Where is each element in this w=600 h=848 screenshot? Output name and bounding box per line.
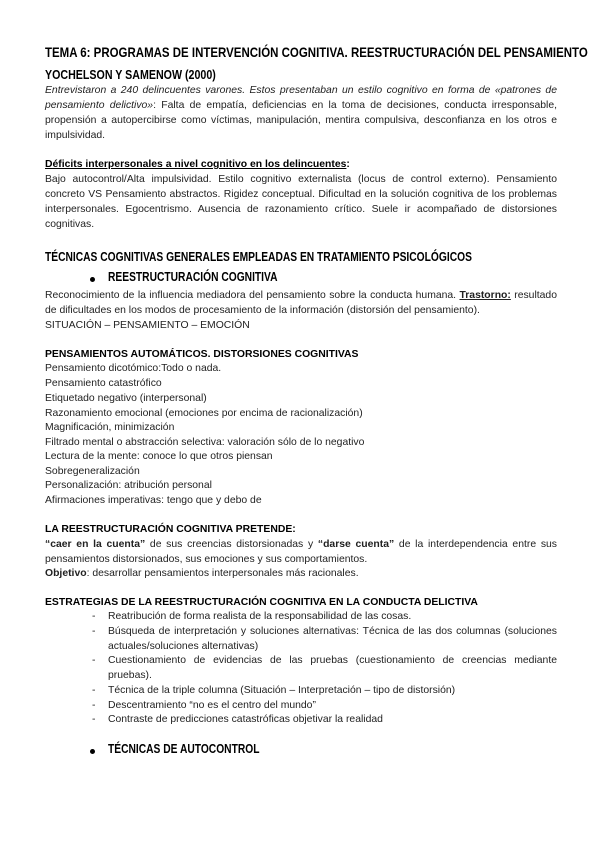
- intro-rest: : Falta de empatía, deficiencias en la toma de decisiones, conducta irresponsable, propensión a autopercibirse como víctimas, manipulación, mentira compulsiva, desconfianza en los otros e impulsividad.: [45, 100, 558, 141]
- deficits-paragraph: Bajo autocontrol/Alta impulsividad. Estilo cognitivo externalista (locus de control externo). Pensamiento concreto VS Pensamiento abstractos. Rigidez conceptual. Dificultad en la solución cognitiva de los problemas interpersonales. Egocentrismo. Ausencia de razonamiento crítico. Suele ir acompañado de distorsiones cognitivas.: [45, 174, 557, 230]
- strategy-item: Contraste de predicciones catastróficas objetivar la realidad: [108, 714, 383, 725]
- strategy-item: Técnica de la triple columna (Situación – Interpretación – tipo de distorsión): [108, 685, 456, 696]
- quote-caer: “caer en la cuenta”: [45, 539, 146, 550]
- strategy-item: Búsqueda de interpretación y soluciones alternativas: Técnica de las dos columnas (soluciones actuales/soluciones alternativas): [108, 626, 557, 652]
- deficits-heading-text: Déficits interpersonales a nivel cognitivo en los delincuentes: [45, 159, 347, 170]
- pretende-text-2: de la interdependencia entre sus pensamientos distorsionados, sus emociones y sus comportamientos.: [45, 539, 557, 565]
- pretende-paragraph: [45, 537, 557, 567]
- dash-marker: -: [92, 714, 96, 725]
- distortion-item: Pensamiento catastrófico: [45, 378, 162, 389]
- objetivo-line: [45, 566, 359, 581]
- distortion-item: Sobregeneralización: [45, 466, 140, 477]
- distortion-item: Pensamiento dicotómico:Todo o nada.: [45, 363, 222, 374]
- deficits-heading-colon: :: [346, 159, 350, 170]
- automatic-heading: PENSAMIENTOS AUTOMÁTICOS. DISTORSIONES COGNITIVAS: [45, 349, 359, 360]
- bullet-icon: [90, 277, 95, 282]
- distortion-item: Razonamiento emocional (emociones por encima de racionalización): [45, 408, 363, 419]
- dash-marker: -: [92, 685, 96, 696]
- strategy-item: Cuestionamiento de evidencias de las pruebas (cuestionamiento de creencias mediante pruebas).: [108, 655, 557, 681]
- distortion-item: Magnificación, minimización: [45, 422, 175, 433]
- distortion-item: Filtrado mental o abstracción selectiva: valoración sólo de lo negativo: [45, 437, 365, 448]
- quote-darse: “darse cuenta”: [317, 539, 395, 550]
- bullet-heading-autocontrol: TÉCNICAS DE AUTOCONTROL: [108, 742, 260, 756]
- sequence-text: SITUACIÓN – PENSAMIENTO – EMOCIÓN: [45, 320, 250, 331]
- page-title: TEMA 6: PROGRAMAS DE INTERVENCIÓN COGNITIVA. REESTRUCTURACIÓN DEL PENSAMIENTO: [45, 44, 588, 60]
- reestructuracion-text-b: resultado de dificultades en los modos de procesamiento de la información (distorsión del pensamiento).: [45, 290, 557, 316]
- distortion-item: Etiquetado negativo (interpersonal): [45, 393, 207, 404]
- bullet-heading-reestructuracion: REESTRUCTURACIÓN COGNITIVA: [108, 270, 278, 284]
- dash-marker: -: [92, 611, 96, 622]
- reestructuracion-paragraph: [45, 288, 557, 318]
- dash-marker: -: [92, 700, 96, 711]
- pretende-heading: LA REESTRUCTURACIÓN COGNITIVA PRETENDE:: [45, 524, 296, 535]
- distortion-item: Afirmaciones imperativas: tengo que y debo de: [45, 495, 262, 506]
- intro-italic: Entrevistaron a 240 delincuentes varones. Estos presentaban un estilo cognitivo en forma de «patrones de pensamiento delictivo»: [45, 85, 557, 111]
- trastorno-label: Trastorno:: [459, 290, 511, 301]
- dash-marker: -: [92, 655, 96, 666]
- distortion-item: Lectura de la mente: conoce lo que otros piensan: [45, 451, 273, 462]
- intro-paragraph: [45, 83, 557, 143]
- strategy-item: Descentramiento “no es el centro del mundo”: [108, 700, 316, 711]
- strategies-heading: ESTRATEGIAS DE LA REESTRUCTURACIÓN COGNITIVA EN LA CONDUCTA DELICTIVA: [45, 597, 478, 608]
- dash-marker: -: [92, 626, 96, 637]
- distortion-item: Personalización: atribución personal: [45, 480, 212, 491]
- techniques-heading: TÉCNICAS COGNITIVAS GENERALES EMPLEADAS EN TRATAMIENTO PSICOLÓGICOS: [45, 250, 472, 264]
- deficits-heading: [45, 157, 350, 172]
- pretende-text-1: de sus creencias distorsionadas y: [145, 539, 318, 550]
- objetivo-text: : desarrollar pensamientos interpersonales más racionales.: [86, 568, 359, 579]
- strategy-item: Reatribución de forma realista de la responsabilidad de las cosas.: [108, 611, 412, 622]
- bullet-icon: [90, 749, 95, 754]
- section-subtitle: YOCHELSON Y SAMENOW (2000): [45, 67, 216, 82]
- objetivo-label: Objetivo: [45, 568, 87, 579]
- reestructuracion-text-a: Reconocimiento de la influencia mediadora del pensamiento sobre la conducta humana.: [45, 290, 457, 301]
